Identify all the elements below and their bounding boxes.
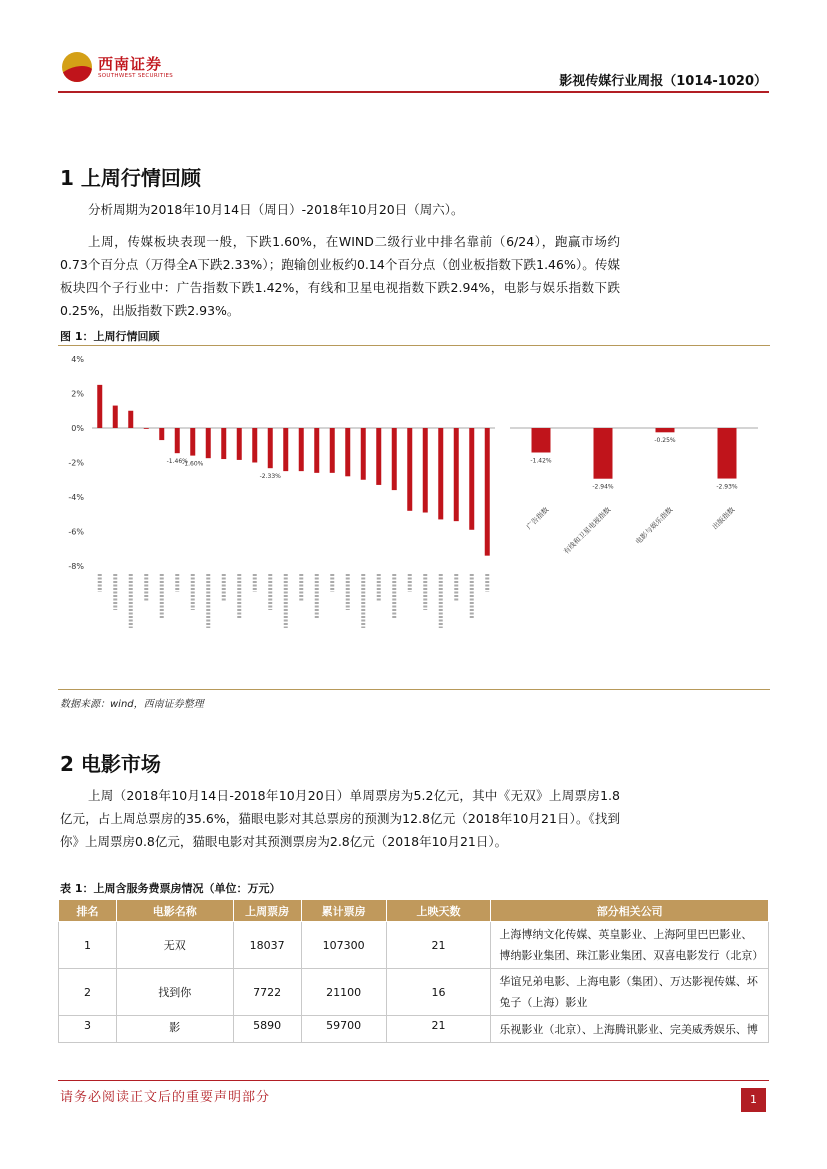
section-1-title: 1 上周行情回顾	[60, 166, 201, 190]
table-caption: 表 1：上周含服务费票房情况（单位：万元）	[60, 882, 281, 895]
bar	[376, 428, 381, 485]
col-header-total-gross: 累计票房	[301, 900, 386, 922]
bar	[407, 428, 412, 511]
bar	[330, 428, 335, 473]
y-tick-label: -6%	[68, 527, 84, 537]
section-1-paragraph-2: 上周，传媒板块表现一般，下跌1.60%，在WIND二级行业中排名靠前（6/24），跑赢市场约0.73个百分点（万得全A下跌2.33%）；跑输创业板约0.14个百分点（创业板指数下跌1.46%）。传媒板块四个子行业中：广告指数下跌1.42%，有线和卫星电视指数下跌2.94%，电影与娱乐指数下跌0.25%，出版指数下跌2.93%。	[60, 234, 620, 318]
bar	[532, 428, 551, 452]
bar	[144, 428, 149, 429]
cell-days: 16	[386, 969, 491, 1016]
bar	[206, 428, 211, 458]
bar	[594, 428, 613, 479]
bar	[314, 428, 319, 473]
table-row	[59, 922, 769, 969]
data-label: -0.25%	[654, 437, 676, 444]
bar	[485, 428, 490, 556]
data-label: -2.93%	[716, 483, 738, 491]
header-divider	[58, 91, 769, 93]
section-2-paragraph: 上周（2018年10月14日-2018年10月20日）单周票房为5.2亿元，其中《无双》上周票房1.8亿元，占上周总票房的35.6%，猫眼电影对其总票房的预测为12.8亿元（2018年10月21日）。《找到你》上周票房0.8亿元，猫眼电影对其预测票房为2.8亿元（2018年10月21日）。	[60, 788, 620, 849]
col-header-rank: 排名	[59, 900, 117, 922]
table-row	[59, 1016, 769, 1043]
cell-rank: 3	[59, 1016, 117, 1043]
bar	[113, 406, 118, 428]
cell-companies: 乐视影业（北京）、上海腾讯影业、完美威秀娱乐、博	[491, 1016, 769, 1043]
col-header-days: 上映天数	[386, 900, 491, 922]
bar	[252, 428, 257, 463]
cell-total-gross: 21100	[301, 969, 386, 1016]
footer-divider	[58, 1080, 769, 1081]
cell-rank: 2	[59, 969, 117, 1016]
category-label: 出版指数	[710, 505, 737, 532]
bar	[469, 428, 474, 530]
logo-emblem-icon	[62, 52, 92, 82]
category-label: 电影与娱乐指数	[634, 505, 675, 547]
bar	[299, 428, 304, 471]
cell-total-gross: 107300	[301, 922, 386, 969]
col-header-film: 电影名称	[116, 900, 233, 922]
y-tick-label: -2%	[68, 458, 84, 468]
bar	[392, 428, 397, 490]
bar	[423, 428, 428, 513]
bar	[237, 428, 242, 460]
data-label: -1.60%	[182, 460, 204, 468]
cell-days: 21	[386, 922, 491, 969]
figure-bottom-rule	[58, 689, 770, 690]
footer-disclaimer: 请务必阅读正文后的重要声明部分	[60, 1090, 271, 1105]
data-label: -1.46%	[166, 458, 188, 466]
bar	[190, 428, 195, 456]
table-header-row	[59, 900, 769, 922]
figure-source-note: 数据来源：wind，西南证券整理	[60, 699, 204, 710]
figure-top-rule	[58, 345, 770, 346]
data-label: -1.42%	[530, 457, 552, 465]
bar	[97, 385, 102, 428]
cell-week-gross: 18037	[233, 922, 301, 969]
bar	[361, 428, 366, 480]
cell-film: 无双	[116, 922, 233, 969]
col-header-week-gross: 上周票房	[233, 900, 301, 922]
category-label: 有线和卫星电视指数	[562, 505, 613, 556]
cell-week-gross: 7722	[233, 969, 301, 1016]
cell-total-gross: 59700	[301, 1016, 386, 1043]
bar	[175, 428, 180, 453]
section-2-title: 2 电影市场	[60, 752, 161, 776]
cell-days: 21	[386, 1016, 491, 1043]
market-review-chart	[58, 348, 770, 688]
cell-companies: 上海博纳文化传媒、英皇影业、上海阿里巴巴影业、博纳影业集团、珠江影业集团、双喜电影发行（北京）	[491, 922, 769, 969]
bar	[283, 428, 288, 471]
logo-cn-text: 西南证券	[98, 55, 163, 73]
table-row	[59, 969, 769, 1016]
data-label: -2.94%	[592, 483, 614, 491]
bar	[454, 428, 459, 521]
cell-companies: 华谊兄弟电影、上海电影（集团）、万达影视传媒、坏兔子（上海）影业	[491, 969, 769, 1016]
category-label: 广告指数	[524, 505, 551, 532]
data-label: -2.33%	[259, 473, 281, 481]
figure-caption: 图 1：上周行情回顾	[60, 330, 160, 343]
logo-en-text: SOUTHWEST SECURITIES	[98, 73, 174, 79]
report-title: 影视传媒行业周报（1014-1020）	[559, 74, 767, 89]
bar	[221, 428, 226, 459]
bar	[656, 428, 675, 432]
cell-rank: 1	[59, 922, 117, 969]
bar	[718, 428, 737, 479]
y-tick-label: 0%	[71, 424, 84, 433]
company-logo	[62, 50, 182, 88]
cell-film: 找到你	[116, 969, 233, 1016]
bar	[345, 428, 350, 476]
cell-film: 影	[116, 1016, 233, 1043]
bar	[268, 428, 273, 468]
y-tick-label: 2%	[71, 389, 84, 399]
bar	[128, 411, 133, 428]
y-tick-label: 4%	[71, 355, 84, 364]
cell-week-gross: 5890	[233, 1016, 301, 1043]
page-number: 1	[741, 1088, 766, 1112]
box-office-table	[58, 899, 769, 1043]
bar	[438, 428, 443, 519]
y-tick-label: -4%	[68, 493, 84, 502]
y-tick-label: -8%	[68, 562, 84, 571]
col-header-companies: 部分相关公司	[491, 900, 769, 922]
section-1-paragraph-1: 分析周期为2018年10月14日（周日）-2018年10月20日（周六）。	[88, 202, 464, 217]
bar	[159, 428, 164, 440]
